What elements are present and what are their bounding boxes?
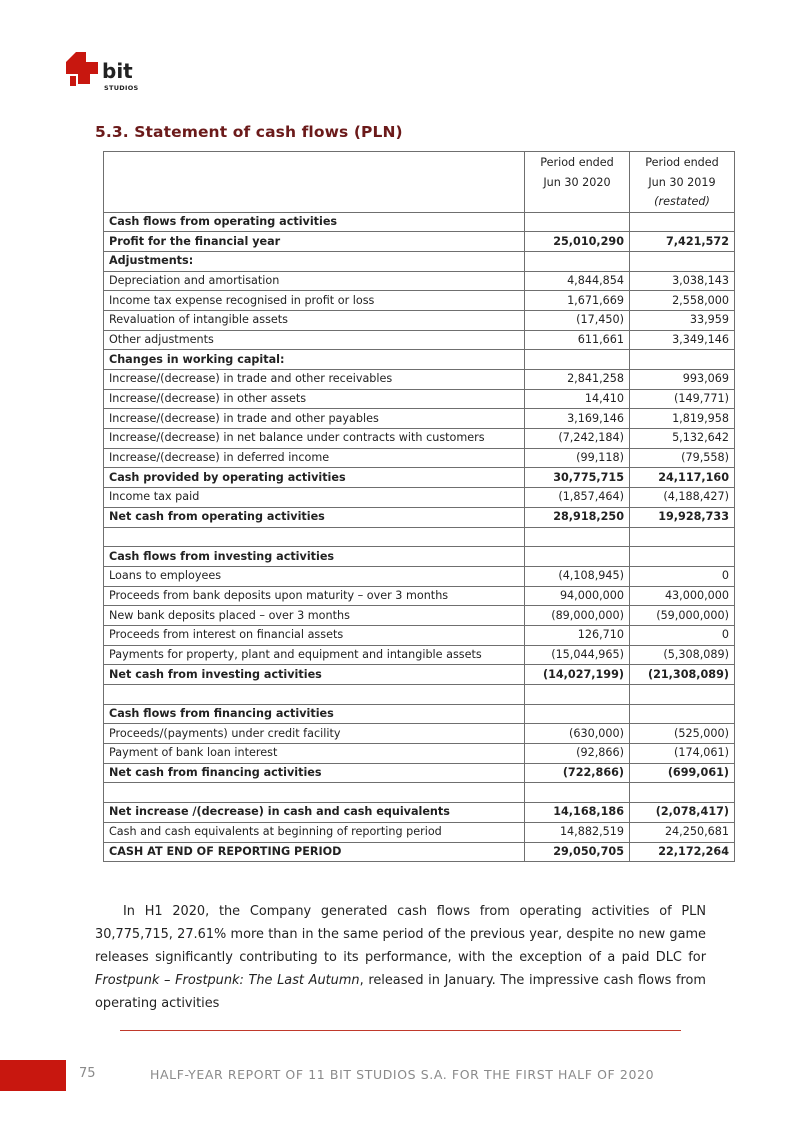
- header-label-cell: [104, 152, 525, 213]
- company-logo: [66, 48, 146, 94]
- table-row: [104, 586, 735, 606]
- value-2020: [525, 685, 630, 705]
- row-label: Cash and cash equivalents at beginning of reporting period: [104, 822, 525, 842]
- value-2019: 24,250,681: [630, 822, 735, 842]
- footer-text: HALF-YEAR REPORT OF 11 BIT STUDIOS S.A. FOR THE FIRST HALF OF 2020: [150, 1067, 655, 1082]
- table-row: [104, 625, 735, 645]
- value-2020: [525, 704, 630, 724]
- table-row: [104, 429, 735, 449]
- cash-flow-table: [103, 151, 735, 862]
- logo-wordmark: bit: [102, 59, 133, 83]
- value-2020: [525, 527, 630, 547]
- logo-mark-icon: [66, 48, 146, 94]
- value-2019: 7,421,572: [630, 232, 735, 252]
- table-row: [104, 212, 735, 232]
- table-row: [104, 744, 735, 764]
- table-row: [104, 665, 735, 685]
- table-row: [104, 389, 735, 409]
- table-row: [104, 468, 735, 488]
- section-title: 5.3. Statement of cash flows (PLN): [95, 123, 403, 141]
- value-2020: (7,242,184): [525, 429, 630, 449]
- footer-divider: [120, 1030, 681, 1031]
- row-label: Other adjustments: [104, 330, 525, 350]
- row-label: Depreciation and amortisation: [104, 271, 525, 291]
- row-label: [104, 685, 525, 705]
- logo-subtext: STUDIOS: [104, 84, 139, 92]
- value-2019: (174,061): [630, 744, 735, 764]
- value-2020: 14,882,519: [525, 822, 630, 842]
- row-label: Increase/(decrease) in net balance under contracts with customers: [104, 429, 525, 449]
- value-2019: [630, 212, 735, 232]
- value-2020: (99,118): [525, 448, 630, 468]
- value-2019: [630, 783, 735, 803]
- row-label: Proceeds from bank deposits upon maturity – over 3 months: [104, 586, 525, 606]
- table-row: [104, 645, 735, 665]
- row-label: Payment of bank loan interest: [104, 744, 525, 764]
- value-2019: (699,061): [630, 763, 735, 783]
- value-2019: (79,558): [630, 448, 735, 468]
- table-row: [104, 842, 735, 862]
- header-2019: Period ended Jun 30 2019 (restated): [630, 152, 735, 213]
- table-row: [104, 547, 735, 567]
- row-label: Proceeds from interest on financial assets: [104, 625, 525, 645]
- row-label: Income tax paid: [104, 488, 525, 508]
- value-2020: 4,844,854: [525, 271, 630, 291]
- value-2020: (722,866): [525, 763, 630, 783]
- value-2020: 1,671,669: [525, 291, 630, 311]
- table-row: [104, 685, 735, 705]
- row-label: Income tax expense recognised in profit or loss: [104, 291, 525, 311]
- value-2020: (630,000): [525, 724, 630, 744]
- value-2019: (59,000,000): [630, 606, 735, 626]
- table-row: [104, 448, 735, 468]
- value-2020: [525, 547, 630, 567]
- table-row: [104, 724, 735, 744]
- row-label: New bank deposits placed – over 3 months: [104, 606, 525, 626]
- value-2020: [525, 251, 630, 271]
- table-row: [104, 507, 735, 527]
- table-row: [104, 783, 735, 803]
- row-label: Net cash from financing activities: [104, 763, 525, 783]
- table-row: [104, 488, 735, 508]
- table-row: [104, 704, 735, 724]
- value-2020: (14,027,199): [525, 665, 630, 685]
- value-2020: 14,410: [525, 389, 630, 409]
- table-row: [104, 763, 735, 783]
- value-2020: 29,050,705: [525, 842, 630, 862]
- row-label: Proceeds/(payments) under credit facility: [104, 724, 525, 744]
- page-number: 75: [79, 1066, 96, 1081]
- row-label: CASH AT END OF REPORTING PERIOD: [104, 842, 525, 862]
- value-2019: [630, 547, 735, 567]
- value-2019: 24,117,160: [630, 468, 735, 488]
- value-2020: (89,000,000): [525, 606, 630, 626]
- value-2020: 30,775,715: [525, 468, 630, 488]
- value-2019: 1,819,958: [630, 409, 735, 429]
- value-2020: (92,866): [525, 744, 630, 764]
- table-row: [104, 251, 735, 271]
- value-2020: (4,108,945): [525, 566, 630, 586]
- row-label: Increase/(decrease) in trade and other payables: [104, 409, 525, 429]
- table-row: [104, 566, 735, 586]
- value-2019: [630, 251, 735, 271]
- value-2020: 25,010,290: [525, 232, 630, 252]
- value-2019: 5,132,642: [630, 429, 735, 449]
- row-label: Net cash from investing activities: [104, 665, 525, 685]
- value-2020: [525, 783, 630, 803]
- row-label: Revaluation of intangible assets: [104, 310, 525, 330]
- table-row: [104, 370, 735, 390]
- value-2020: 3,169,146: [525, 409, 630, 429]
- value-2020: 611,661: [525, 330, 630, 350]
- value-2020: (1,857,464): [525, 488, 630, 508]
- table-row: [104, 822, 735, 842]
- table-row: [104, 606, 735, 626]
- value-2020: [525, 350, 630, 370]
- table-row: [104, 409, 735, 429]
- table-row: [104, 291, 735, 311]
- value-2019: (21,308,089): [630, 665, 735, 685]
- value-2019: (149,771): [630, 389, 735, 409]
- row-label: Cash flows from investing activities: [104, 547, 525, 567]
- row-label: Net increase /(decrease) in cash and cash equivalents: [104, 803, 525, 823]
- value-2020: 28,918,250: [525, 507, 630, 527]
- game-title: Frostpunk – Frostpunk: The Last Autumn: [95, 973, 360, 988]
- row-label: [104, 783, 525, 803]
- value-2019: 993,069: [630, 370, 735, 390]
- body-paragraph: In H1 2020, the Company generated cash flows from operating activities of PLN 30,775,715, 27.61% more than in the same period of the previous year, despite no new game releases significantly contributing to its performance, with the exception of a paid DLC for Frostpunk – Frostpunk: The Last Autumn, released in January. The impressive cash flows from operating activities: [95, 904, 706, 1011]
- row-label: Cash provided by operating activities: [104, 468, 525, 488]
- row-label: Increase/(decrease) in other assets: [104, 389, 525, 409]
- row-label: Changes in working capital:: [104, 350, 525, 370]
- row-label: Adjustments:: [104, 251, 525, 271]
- value-2019: 2,558,000: [630, 291, 735, 311]
- value-2019: 22,172,264: [630, 842, 735, 862]
- value-2019: [630, 350, 735, 370]
- row-label: Increase/(decrease) in trade and other receivables: [104, 370, 525, 390]
- value-2020: 94,000,000: [525, 586, 630, 606]
- value-2020: [525, 212, 630, 232]
- row-label: Loans to employees: [104, 566, 525, 586]
- value-2020: 126,710: [525, 625, 630, 645]
- value-2019: [630, 685, 735, 705]
- restated-note: (restated): [654, 195, 710, 208]
- table-row: [104, 330, 735, 350]
- value-2019: 43,000,000: [630, 586, 735, 606]
- value-2019: 0: [630, 625, 735, 645]
- footer-accent-block: [0, 1060, 66, 1091]
- value-2019: (525,000): [630, 724, 735, 744]
- table-row: [104, 232, 735, 252]
- value-2019: (4,188,427): [630, 488, 735, 508]
- header-2020: Period ended Jun 30 2020: [525, 152, 630, 213]
- row-label: Cash flows from operating activities: [104, 212, 525, 232]
- value-2019: [630, 704, 735, 724]
- table-row: [104, 803, 735, 823]
- value-2019: 19,928,733: [630, 507, 735, 527]
- value-2019: 0: [630, 566, 735, 586]
- value-2020: (17,450): [525, 310, 630, 330]
- value-2020: 2,841,258: [525, 370, 630, 390]
- value-2019: 33,959: [630, 310, 735, 330]
- row-label: Net cash from operating activities: [104, 507, 525, 527]
- value-2019: 3,038,143: [630, 271, 735, 291]
- value-2019: [630, 527, 735, 547]
- row-label: [104, 527, 525, 547]
- table-row: [104, 271, 735, 291]
- value-2019: 3,349,146: [630, 330, 735, 350]
- value-2019: (2,078,417): [630, 803, 735, 823]
- row-label: Increase/(decrease) in deferred income: [104, 448, 525, 468]
- value-2020: (15,044,965): [525, 645, 630, 665]
- value-2020: 14,168,186: [525, 803, 630, 823]
- table-row: [104, 350, 735, 370]
- row-label: Cash flows from financing activities: [104, 704, 525, 724]
- value-2019: (5,308,089): [630, 645, 735, 665]
- table-header-row: [104, 152, 735, 213]
- table-row: [104, 527, 735, 547]
- row-label: Payments for property, plant and equipment and intangible assets: [104, 645, 525, 665]
- row-label: Profit for the financial year: [104, 232, 525, 252]
- table-row: [104, 310, 735, 330]
